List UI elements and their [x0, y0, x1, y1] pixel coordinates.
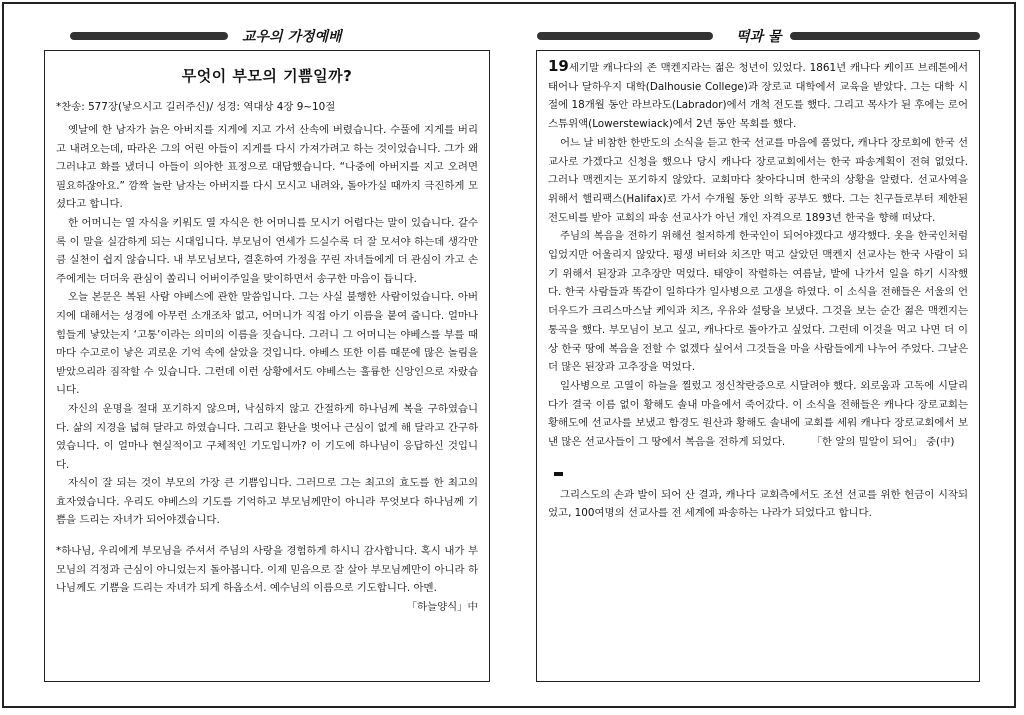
left-column [44, 50, 490, 682]
left-paragraph: 오늘 본문은 복된 사람 야베스에 관한 말씀입니다. 그는 사실 불행한 사람이었습니다. 아버지에 대해서는 성경에 아무런 소개조차 없고, 어머니가 직접 아기 이름을 붙여 줍니다. 얼마나 힘들게 낳았는지 ‘고통’이라는 의미의 이름을 짓습니다. 그러니 그 어머니는 야베스를 부를 때마다 수고로이 낳은 괴로운 기억 속에 살았을 것입니다. 야베스 또한 이름 때문에 많은 놀림을 받았으리라 짐작할 수 있습니다. 그런데 이런 상황에서도 야베스는 훌륭한 신앙인으로 자랐습니다. [56, 291, 478, 397]
right-column [536, 50, 980, 682]
right-header-bar-end [790, 32, 980, 40]
section-divider-mark [554, 472, 563, 476]
left-header-bar [70, 32, 228, 40]
prayer-text: *하나님, 우리에게 부모님을 주셔서 주님의 사랑을 경험하게 하시니 감사합니다. 혹시 내가 부모님의 걱정과 근심이 아니었는지 돌아봅니다. 이제 믿음으로 잘 살아 부모님께만이 아니라 하나님께도 기쁨을 드리는 자녀가 되게 하옵소서. 예수님의 이름으로 기도합니다. 아멘. [56, 545, 478, 595]
devotion-title: 무엇이 부모의 기쁨일까? [181, 67, 353, 85]
prayer-block [56, 542, 478, 613]
left-paragraph: 옛날에 한 남자가 늙은 아버지를 지게에 지고 가서 산속에 버렸습니다. 수풀에 지게를 버리고 내려오는데, 따라온 그의 어린 아들이 지게를 다시 가져가려고 하는 것이었습니다. 그가 왜 그러냐고 화를 냈더니 아들이 의아한 표정으로 대답했습니다. “나중에 아버지를 지고 오려면 필요하잖아요.” 깜짝 놀란 남자는 아버지를 다시 모시고 내려와, 돌아가실 때까지 극진하게 모셨다고 합니다. [56, 124, 478, 211]
left-paragraph: 한 어머니는 열 자식을 키워도 열 자식은 한 어머니를 모시기 어렵다는 말이 있습니다. 갈수록 이 말을 실감하게 되는 시대입니다. 부모님이 연세가 드실수록 더 잘 모셔야 하는데 생각만큼 실천이 쉽지 않습니다. 내 부모님보다, 결혼하여 가정을 꾸린 자녀들에게 더 관심이 가고 손주에게는 더더욱 관심이 쏠리니 어버이주일을 맞이하면서 송구한 마음이 듭니다. [56, 216, 478, 285]
right-paragraph: 어느 날 비참한 한반도의 소식을 듣고 한국 선교를 마음에 품었다, 캐나다 장로회에 한국 선교사로 가겠다고 신청을 했으나 당시 캐나다 장로교회에서는 한국 파송계획이 전혀 없었다. 그러나 맥켄지는 포기하지 않았다. 교회마다 찾아다니며 한국의 상황을 알렸다. 선교사역을 위해서 핼리팩스(Halifax)로 가서 수개월 동안 의학 공부도 했다. 그는 친구들로부터 제한된 전도비를 받아 교회의 파송 선교사가 아닌 개인 자격으로 1893년 한국을 향해 떠났다. [548, 136, 968, 224]
right-first-paragraph [548, 57, 968, 134]
prayer-source: 「하늘양식」中 [406, 600, 478, 613]
right-header-bar [537, 32, 713, 40]
left-header-label: 교우의 가정예배 [242, 29, 342, 45]
right-paragraph-text: 일사병으로 고열이 하늘을 찔렀고 정신착란증으로 시달려야 했다. 외로움과 고독에 시달리다가 결국 이름 없이 황해도 솔내 마을에서 죽어갔다. 이 소식을 전해들은 캐나다 장로교회는 황해도에 선교사를 보냈고 함경도 원산과 황해도 솔내에 교회를 세워 캐나다 장로교회에서 보낸 많은 선교사들이 그 땅에서 복음을 전하게 되었다. [548, 379, 968, 449]
closing-paragraph: 그리스도의 손과 발이 되어 산 결과, 캐나다 교회측에서도 조선 선교를 위한 헌금이 시작되었고, 100여명의 선교사를 전 세계에 파송하는 나라가 되었다고 합니다. [548, 488, 968, 520]
drop-number: 19 [548, 57, 569, 75]
right-paragraph: 주님의 복음을 전하기 위해선 철저하게 한국인이 되어야겠다고 생각했다. 옷을 한국인처럼 입었지만 어울리지 않았다. 평생 버터와 치즈만 먹고 살았던 맥켄지 선교사는 한국 사람이 되기 위해서 된장과 고추장만 먹었다. 태양이 작렬하는 여름날, 밭에 나가서 일을 하기 시작했다. 한국 사람들과 똑같이 일하다가 일사병으로 고생을 하였다. 이 소식을 전해들은 서울의 언더우드가 크리스마스날 케익과 치즈, 우유와 설탕을 보냈다. 그것을 보는 순간 젊은 맥켄지는 통곡을 했다. 부모님이 보고 싶고, 캐나다로 돌아가고 싶었다. 그런데 이것을 먹고 나면 더 이상 한국 땅에 복음을 전할 수 없겠다 싶어서 그것들을 마을 사람들에게 나누어 주었다. 그날은 더 많은 된장과 고추장을 먹었다. [548, 230, 968, 374]
right-header-label: 떡과 물 [736, 29, 782, 45]
left-paragraph: 자식이 잘 되는 것이 부모의 가장 큰 기쁨입니다. 그러므로 그는 최고의 효도를 한 최고의 효자였습니다. 우리도 야베스의 기도를 기억하고 부모님께만이 아니라 무엇보다 하나님께 기쁨을 드리는 자녀가 되어야겠습니다. [56, 477, 478, 527]
right-paragraph-last [548, 377, 968, 452]
hymn-scripture-line: *찬송: 577장(낳으시고 길러주신)/ 성경: 역대상 4장 9~10절 [56, 101, 336, 113]
story-source: 「한 알의 밀알이 되어」 중(中) [811, 436, 955, 449]
left-paragraph: 자신의 운명을 절대 포기하지 않으며, 낙심하지 않고 간절하게 하나님께 복을 구하였습니다. 삶의 지경을 넓혀 달라고 하였습니다. 그리고 환난을 벗어나 근심이 없게 해 달라고 간구하였습니다. 이 얼마나 현실적이고 구체적인 기도입니까? 이 기도에 하나님이 응답하신 것입니다. [56, 402, 478, 471]
first-paragraph-text: 세기말 캐나다의 존 맥켄지라는 젊은 청년이 있었다. 1861년 캐나다 케이프 브레톤에서 태어나 달하우지 대학(Dalhousie College)과 장로교 대학에서 교육을 받았다. 그는 대학 시절에 18개월 동안 라브라도(Labrador)에서 개척 전도를 했다. 그리고 목사가 된 후에는 로어스튜위액(Lowerstewiack)에서 2년 동안 목회를 했다. [548, 62, 968, 131]
